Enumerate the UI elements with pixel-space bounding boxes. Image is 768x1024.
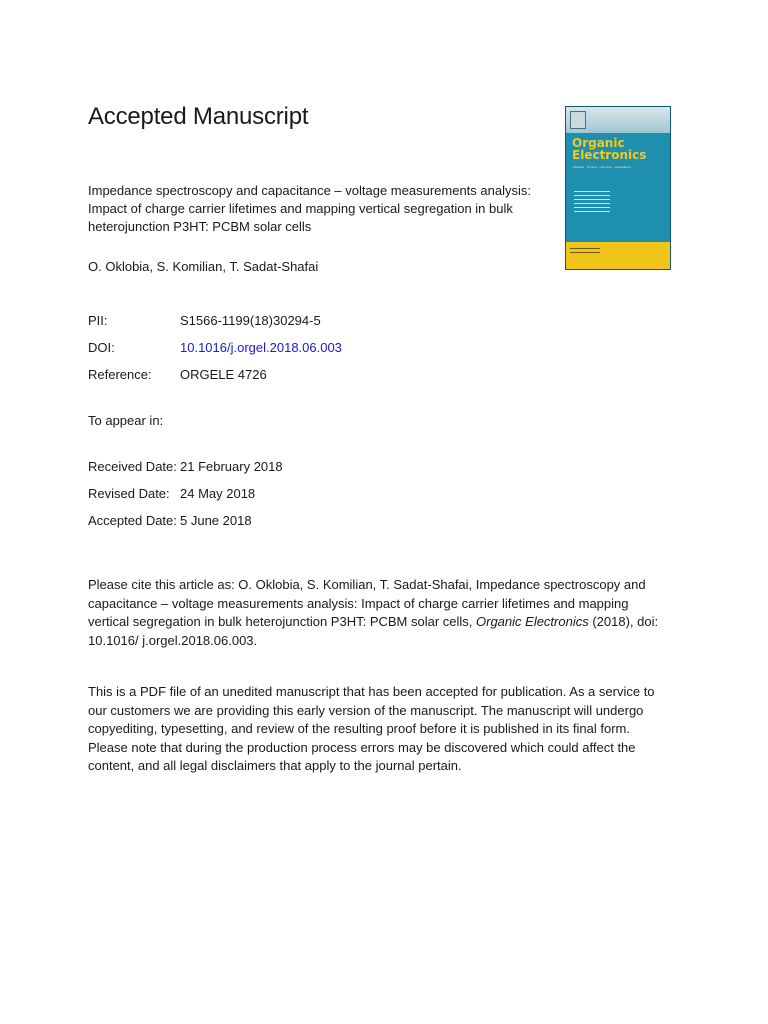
pii-label: PII: <box>88 313 108 328</box>
article-title: Impedance spectroscopy and capacitance – voltage measurements analysis: Impact of charge carrier lifetimes and mapping vertical segregation in bulk heterojunction P3HT: PCBM solar cells <box>88 183 531 234</box>
accepted-date-label: Accepted Date: <box>88 513 177 528</box>
received-date-label: Received Date: <box>88 459 177 474</box>
disclaimer-paragraph: This is a PDF file of an unedited manuscript that has been accepted for publication. As a service to our customers we are providing this early version of the manuscript. The manuscript will undergo copyediting, typesetting, and review of the resulting proof before it is published in its final form. Please note that during the production process errors may be discovered which could affect the content, and all legal disclaimers that apply to the journal pertain. <box>88 684 655 773</box>
appear-in-label: To appear in: <box>88 413 164 428</box>
article-authors: O. Oklobia, S. Komilian, T. Sadat-Shafai <box>88 259 319 274</box>
doi-label: DOI: <box>88 340 115 355</box>
revised-date-label: Revised Date: <box>88 486 170 501</box>
received-date-value: 21 February 2018 <box>180 459 283 474</box>
cover-title-line1: Organic <box>572 136 625 150</box>
doi-link[interactable]: 10.1016/j.orgel.2018.06.003 <box>180 340 342 355</box>
cover-editor-list <box>574 191 614 215</box>
pii-value: S1566-1199(18)30294-5 <box>180 313 321 328</box>
reference-label: Reference: <box>88 367 152 382</box>
accepted-date-value: 5 June 2018 <box>180 513 252 528</box>
cover-header-strip <box>566 107 670 133</box>
reference-value: ORGELE 4726 <box>180 367 267 382</box>
cover-title-line2: Electronics <box>572 148 647 162</box>
elsevier-logo-icon <box>570 111 586 129</box>
manuscript-heading: Accepted Manuscript <box>88 103 309 130</box>
citation-text-part1: Please cite this article as: O. Oklobia, S. Komilian, T. Sadat-Shafai, Impedance spectroscopy and capacitance – voltage measurements analysis: Impact of charge carrier lifetimes and mapping vertical segregation in bulk heterojunction P3HT: PCBM solar cells, <box>88 577 646 629</box>
cover-journal-title <box>572 137 668 161</box>
citation-text-part2: (2018), doi: 10.1016/ j.orgel.2018.06.003. <box>88 614 659 648</box>
cover-bottom-band <box>566 242 670 270</box>
revised-date-value: 24 May 2018 <box>180 486 256 501</box>
citation-journal-name: Organic Electronics <box>476 614 589 629</box>
cover-subtitle: materials · physics · chemistry · applications <box>572 165 631 169</box>
journal-cover-image <box>565 106 671 270</box>
citation-paragraph <box>88 576 666 650</box>
